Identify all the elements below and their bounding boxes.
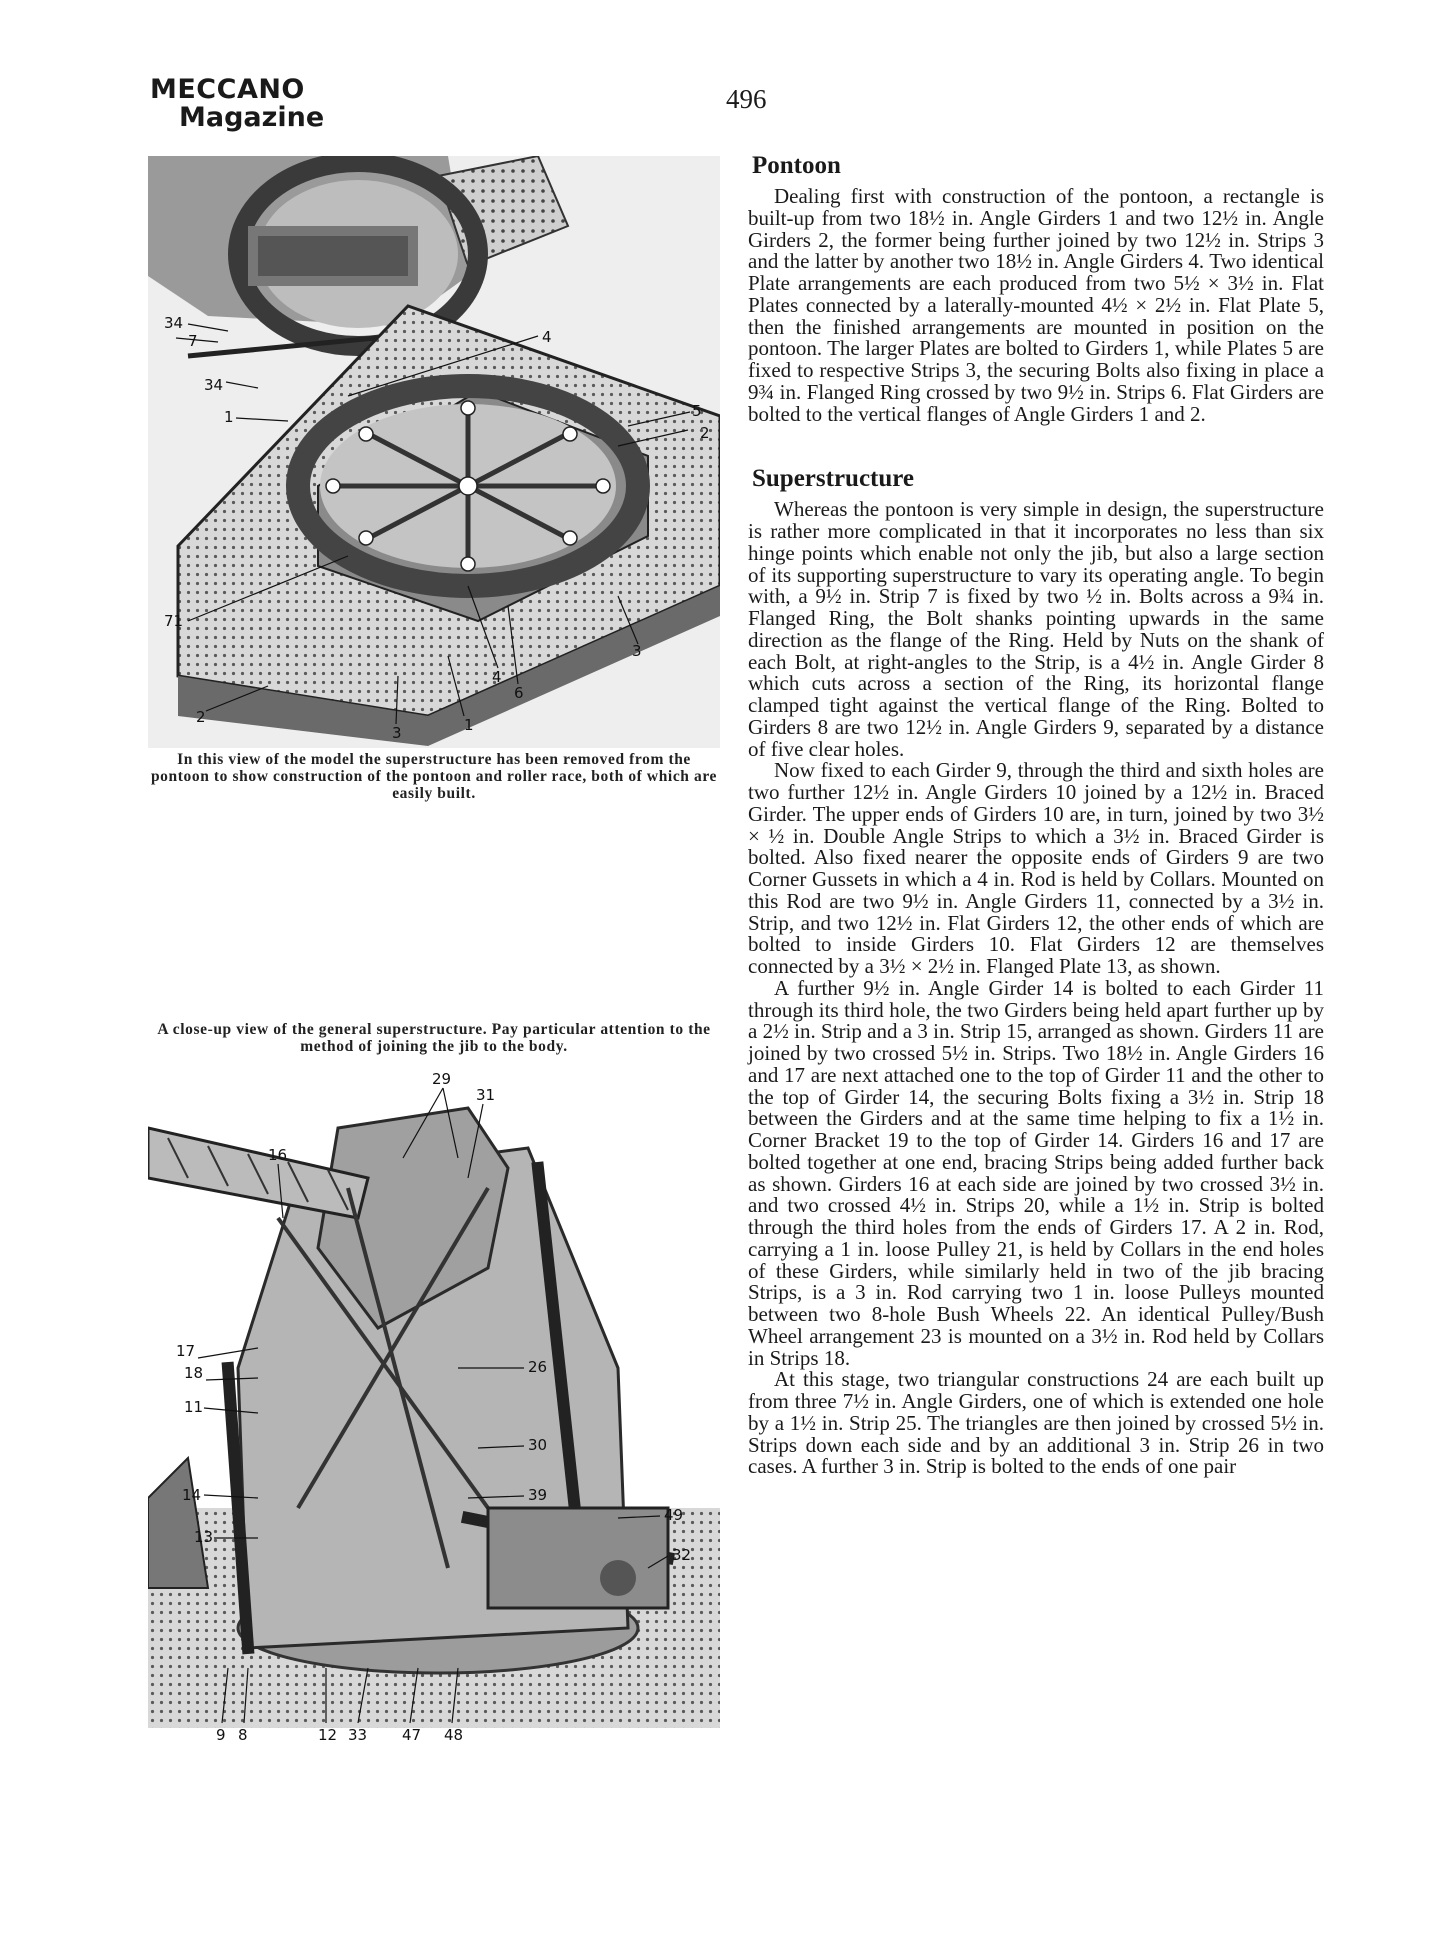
label-4-bottom: 4 — [492, 668, 502, 686]
label-32: 32 — [672, 1546, 692, 1564]
pontoon-photo-illustration — [148, 156, 720, 748]
label-16: 16 — [268, 1146, 288, 1164]
label-9: 9 — [216, 1726, 226, 1744]
page-number: 496 — [726, 84, 767, 114]
label-18: 18 — [184, 1364, 204, 1382]
superstructure-paragraph-4: At this stage, two triangular constructions 24 are each built up from three 7½ in. Angle Girders, one of which is extended one hole by a 1½ in. Strip 25. The triangles are then joined by crossed 5½ in. Strips down each side and by an additional 3 in. Strip 26 in two cases. A further 3 in. Strip is bolted to the ends of one pair — [748, 1367, 1324, 1479]
pontoon-heading: Pontoon — [752, 152, 841, 179]
pontoon-photo-caption: In this view of the model the superstructure has been removed from the pontoon to show construction of the pontoon and roller race, both of which are easily built. — [150, 751, 718, 802]
superstructure-paragraph-2: Now fixed to each Girder 9, through the third and sixth holes are two further 12½ in. Angle Girders 10 joined by a 12½ in. Braced Girder. The upper ends of Girders 10 are, in turn, joined by two 3½ × ½ in. Double Angle Strips to which a 3½ in. Braced Girder is bolted. Also fixed nearer the opposite ends of Girders 9 are two Corner Gussets in which a 4 in. Rod is held by Collars. Mounted on this Rod are two 9½ in. Angle Girders 11, connected by a 3½ in. Strip, and two 12½ in. Flat Girders 12, the other ends of which are bolted to inside Girders 10. Flat Girders 12 are themselves connected by a 3½ × 2½ in. Flanged Plate 13, as shown. — [748, 758, 1324, 978]
label-34a: 34 — [164, 314, 184, 332]
pontoon-paragraph: Dealing first with construction of the pontoon, a rectangle is built-up from two 18½ in. Angle Girders 1 and two 12½ in. Angle Girders 2, the former being further joined by two 12½ in. Strips 3 and the latter by another two 18½ in. Angle Girders 4. Two identical Plate arrangements are each produced from two 5½ × 3½ in. Flat Plates connected by a laterally-mounted 4½ × 2½ in. Flat Plate 5, then the finished arrangements are mounted in position on the pontoon. The larger Plates are bolted to Girders 1, while Plates 5 are fixed to respective Strips 3, the securing Bolts also fixing in place a 9¾ in. Flanged Ring crossed by two 9½ in. Strips 6. Flat Girders are bolted to the vertical flanges of Angle Girders 1 and 2. — [748, 184, 1324, 426]
label-29: 29 — [432, 1070, 452, 1088]
superstructure-paragraph-1: Whereas the pontoon is very simple in design, the superstructure is rather more complicated in that it incorporates no less than six hinge points which enable not only the jib, but also a large section of its supporting superstructure to vary its operating angle. To begin with, a 9½ in. Strip 7 is fixed by two ½ in. Bolts across a 9¾ in. Flanged Ring, the Bolt shanks pointing upwards in the same direction as the flange of the Ring. Held by Nuts on the shank of each Bolt, at right-angles to the Strip, is a 4½ in. Angle Girder 8 which cuts across a section of the Ring, its horizontal flange clamped tight against the vertical flange of the Ring. Bolted to Girders 8 are two 12½ in. Angle Girders 9, separated by a distance of five clear holes. — [748, 497, 1324, 761]
masthead — [150, 76, 324, 133]
label-14: 14 — [182, 1486, 202, 1504]
label-1-top: 1 — [224, 408, 234, 426]
label-49: 49 — [664, 1506, 684, 1524]
label-34b: 34 — [204, 376, 224, 394]
label-1-bottom: 1 — [464, 716, 474, 734]
superstructure-paragraph-3: A further 9½ in. Angle Girder 14 is bolted to each Girder 11 through its third hole, the two Girders being held apart further up by a 2½ in. Strip and a 3 in. Strip 15, arranged as shown. Girders 11 are joined by two crossed 5½ in. Strips. Two 18½ in. Angle Girders 16 and 17 are next attached one to the top of Girder 11 and the other to the top of Girder 14, the securing Bolts fixing a 3½ in. Strip 18 between the Girders and at the same time helping to fix a 1½ in. Corner Bracket 19 to the top of Girder 14. Girders 16 and 17 are bolted together at one end, bracing Strips being added further back as shown. Girders 16 at each side are joined by two crossed 3½ in. and two crossed 4½ in. Strips 20, while a 1½ in. Strip is bolted through the third holes from the ends of Girders 17. A 2 in. Rod, carrying a 1 in. loose Pulley 21, is held by Collars in the end holes of these Girders, while similarly held in two of the jib bracing Strips, is a 3 in. Rod carrying two 1 in. loose Pulleys mounted between two 8-hole Bush Wheels 22. An identical Pulley/Bush Wheel arrangement 23 is mounted on a 3½ in. Rod held by Collars in Strips 18. — [748, 975, 1324, 1370]
label-13: 13 — [194, 1528, 214, 1546]
label-39: 39 — [528, 1486, 548, 1504]
article-column — [748, 152, 1324, 1478]
label-8: 8 — [238, 1726, 248, 1744]
label-17: 17 — [176, 1342, 196, 1360]
label-5: 5 — [692, 402, 702, 420]
superstructure-photo-illustration — [148, 1068, 720, 1745]
label-30: 30 — [528, 1436, 548, 1454]
label-26: 26 — [528, 1358, 548, 1376]
brand-line-1: MECCANO — [150, 74, 305, 105]
label-7: 7 — [188, 332, 198, 350]
label-3-right: 3 — [632, 642, 642, 660]
pontoon-photo — [148, 156, 720, 748]
brand-line-2: Magazine — [179, 102, 325, 134]
label-3-bottom: 3 — [392, 724, 402, 742]
label-47: 47 — [402, 1726, 422, 1744]
label-31: 31 — [476, 1086, 496, 1104]
label-2-right: 2 — [700, 424, 710, 442]
label-4-top: 4 — [542, 328, 552, 346]
label-33: 33 — [348, 1726, 368, 1744]
superstructure-heading: Superstructure — [752, 465, 915, 493]
label-12: 12 — [318, 1726, 338, 1744]
superstructure-photo-caption: A close-up view of the general superstructure. Pay particular attention to the method of joining the jib to the body. — [157, 1021, 711, 1055]
label-48: 48 — [444, 1726, 464, 1744]
label-2-bottom: 2 — [196, 708, 206, 726]
label-11: 11 — [184, 1398, 204, 1416]
superstructure-photo — [148, 1068, 720, 1745]
label-6: 6 — [514, 684, 524, 702]
label-71: 71 — [164, 612, 184, 630]
